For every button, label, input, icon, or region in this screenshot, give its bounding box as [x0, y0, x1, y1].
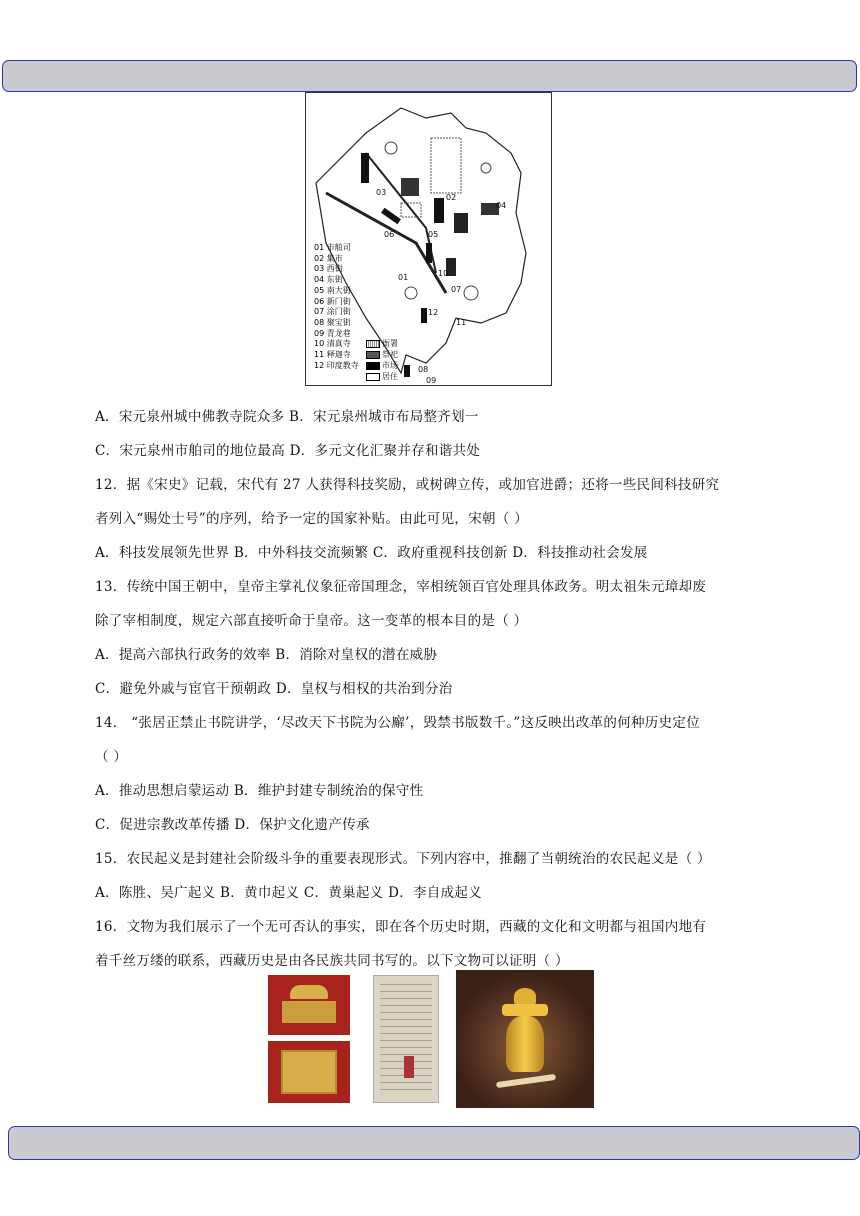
legend-entry: 07 涂门街 [314, 307, 351, 317]
question-line: 着千丝万缕的联系，西藏历史是由各民族共同书写的。以下文物可以证明（ ） [95, 953, 569, 969]
question-line: 者列入“赐处士号”的序列，给予一定的国家补贴。由此可见，宋朝（ ） [95, 511, 528, 527]
map-label: 06 [384, 230, 395, 239]
legend-entry: 03 西街 [314, 264, 343, 274]
question-line: （ ） [95, 749, 128, 765]
legend-key-market: 市场 [366, 360, 398, 371]
map-label: 02 [446, 193, 457, 202]
legend-entry: 06 新门街 [314, 296, 351, 306]
legend-entry: 05 南大街 [314, 285, 351, 295]
question-line: 除了宰相制度，规定六部直接听命于皇帝。这一变革的根本目的是（ ） [95, 613, 528, 629]
legend-entry: 12 印度教寺 [314, 360, 359, 370]
question-line: A．陈胜、吴广起义 B．黄巾起义 C．黄巢起义 D．李自成起义 [95, 885, 482, 901]
footer-bar [8, 1126, 860, 1160]
question-line: C．避免外戚与宦官干预朝政 D．皇权与相权的共治到分治 [95, 681, 453, 697]
map-label: 11 [456, 318, 467, 327]
map-label: 01 [398, 273, 409, 282]
question-line: C．宋元泉州市舶司的地位最高 D．多元文化汇聚并存和谐共处 [95, 443, 481, 459]
edict-document-photo [373, 975, 439, 1103]
map-label: 03 [376, 188, 387, 197]
quanzhou-city-map [305, 92, 552, 386]
map-legend [314, 243, 359, 371]
question-line: 12．据《宋史》记载，宋代有 27 人获得科技奖励，或树碑立传，或加官进爵；还将一些民间科技研究 [95, 477, 720, 493]
legend-entry: 10 清真寺 [314, 339, 351, 349]
question-line: A．科技发展领先世界 B．中外科技交流频繁 C．政府重视科技创新 D．科技推动社会发展 [95, 545, 648, 561]
question-line: A．宋元泉州城中佛教寺院众多 B．宋元泉州城市布局整齐划一 [95, 409, 479, 425]
question-line: A．提高六部执行政务的效率 B．消除对皇权的潜在威胁 [95, 647, 438, 663]
question-line: 13．传统中国王朝中，皇帝主掌礼仪象征帝国理念，宰相统领百官处理具体政务。明太祖朱元璋却废 [95, 579, 707, 595]
golden-seal-photo [268, 975, 350, 1035]
legend-entry: 09 青龙巷 [314, 328, 351, 338]
question-line: A．推动思想启蒙运动 B．维护封建专制统治的保守性 [95, 783, 424, 799]
legend-key-residence: 居住 [366, 371, 398, 382]
legend-entry: 04 东街 [314, 275, 343, 285]
map-label: 05 [428, 230, 439, 239]
map-label: 07 [451, 285, 462, 294]
question-line: 15．农民起义是封建社会阶级斗争的重要表现形式。下列内容中，推翻了当朝统治的农民起义是（ ） [95, 851, 711, 867]
question-line: 16．文物为我们展示了一个无可否认的事实，即在各个历史时期，西藏的文化和文明都与祖国内地有 [95, 919, 707, 935]
question-line: 14． “张居正禁止书院讲学，‘尽改天下书院为公廨’，毁禁书版数千。”这反映出改革的何种历史定位 [95, 715, 701, 731]
legend-key-office: 衙署 [366, 338, 398, 349]
legend-entry: 01 市舶司 [314, 243, 351, 252]
legend-entry: 08 聚宝街 [314, 317, 351, 327]
legend-entry: 11 释迦寺 [314, 350, 351, 360]
golden-urn-photo [456, 970, 594, 1108]
map-label: 04 [496, 201, 507, 210]
map-label: 10 [438, 269, 449, 278]
map-label: 08 [418, 365, 429, 374]
header-bar [2, 60, 857, 92]
map-label: 09 [426, 376, 437, 385]
legend-entry: 02 集市 [314, 253, 343, 263]
legend-key-worship: 祭祀 [366, 349, 398, 360]
question-line: C．促进宗教改革传播 D．保护文化遗产传承 [95, 817, 370, 833]
seal-imprint-photo [268, 1041, 350, 1103]
map-label: 12 [428, 308, 439, 317]
